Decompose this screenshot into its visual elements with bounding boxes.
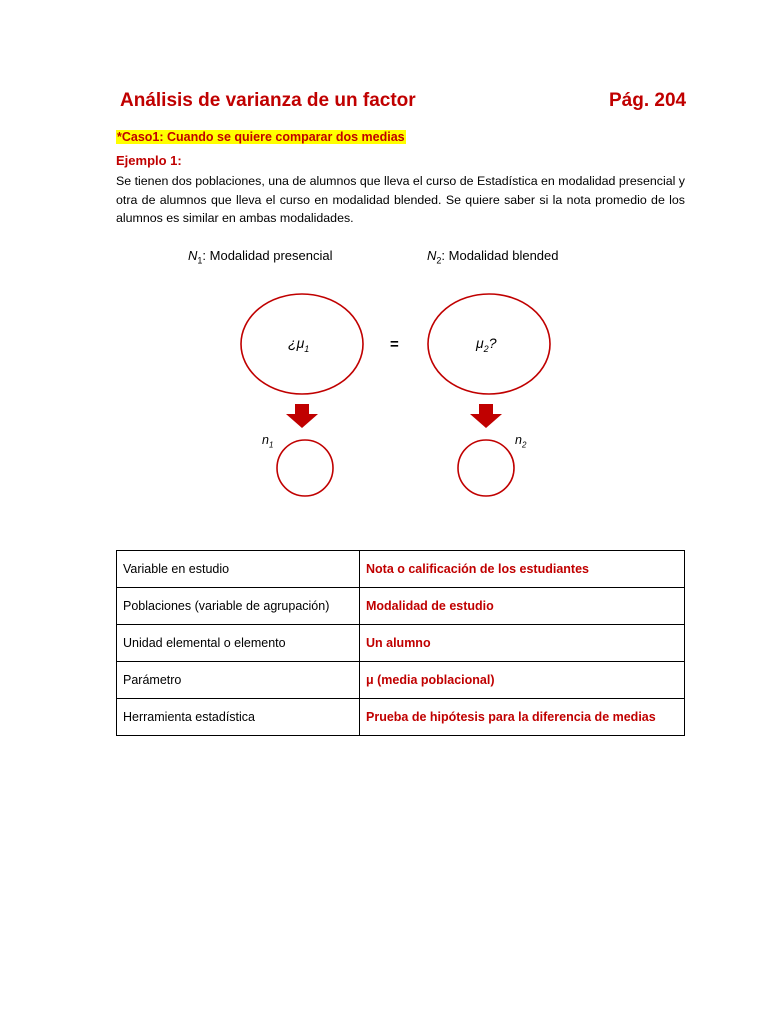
param-1-symbol: μ	[296, 335, 305, 351]
sample-2-subscript: 2	[521, 440, 527, 450]
row-label: Variable en estudio	[117, 551, 360, 588]
sample-2-circle	[458, 440, 514, 496]
population-2-text: : Modalidad blended	[441, 248, 559, 263]
sample-1-label	[262, 433, 273, 450]
param-2	[476, 335, 496, 354]
population-2-subscript: 2	[436, 255, 442, 266]
summary-table	[116, 550, 685, 736]
row-label: Unidad elemental o elemento	[117, 625, 360, 662]
row-label: Herramienta estadística	[117, 699, 360, 736]
table-row	[117, 551, 685, 588]
table-row	[117, 588, 685, 625]
row-value: Prueba de hipótesis para la diferencia de medias	[360, 699, 685, 736]
sample-2-label	[515, 433, 526, 450]
sample-1-subscript: 1	[268, 440, 274, 450]
row-value: Modalidad de estudio	[360, 588, 685, 625]
row-value: Nota o calificación de los estudiantes	[360, 551, 685, 588]
sample-2-symbol: n	[515, 433, 522, 447]
case-heading: *Caso1: Cuando se quiere comparar dos medias	[117, 130, 405, 144]
table-row	[117, 625, 685, 662]
row-label: Parámetro	[117, 662, 360, 699]
sample-1-arrow	[286, 404, 318, 428]
page-title: Análisis de varianza de un factor	[120, 90, 416, 111]
intro-paragraph: Se tienen dos poblaciones, una de alumnos que lleva el curso de Estadística en modalidad presencial y otra de alumnos que lleva el curso en modalidad blended. Se quiere saber si la nota promedio de los alumnos es similar en ambas modalidades.	[116, 174, 685, 225]
table-row	[117, 699, 685, 736]
row-label: Poblaciones (variable de agrupación)	[117, 588, 360, 625]
param-2-symbol: μ	[476, 335, 484, 351]
sample-1-symbol: n	[262, 433, 269, 447]
example-heading: Ejemplo 1:	[116, 153, 182, 168]
population-1-symbol: N	[188, 248, 198, 263]
row-value: μ (media poblacional)	[360, 662, 685, 699]
page-number: Pág. 204	[609, 90, 687, 111]
population-1-subscript: 1	[197, 255, 203, 266]
sample-2-arrow	[470, 404, 502, 428]
row-value: Un alumno	[360, 625, 685, 662]
param-1	[288, 335, 309, 354]
param-2-suffix: ?	[488, 335, 497, 351]
table-row	[117, 662, 685, 699]
population-2-symbol: N	[427, 248, 437, 263]
param-2-subscript: 2	[483, 343, 489, 354]
sample-1-circle	[277, 440, 333, 496]
param-1-prefix: ¿	[288, 335, 297, 351]
population-1-text: : Modalidad presencial	[202, 248, 333, 263]
param-1-subscript: 1	[304, 343, 310, 354]
equals-sign: =	[390, 336, 399, 353]
